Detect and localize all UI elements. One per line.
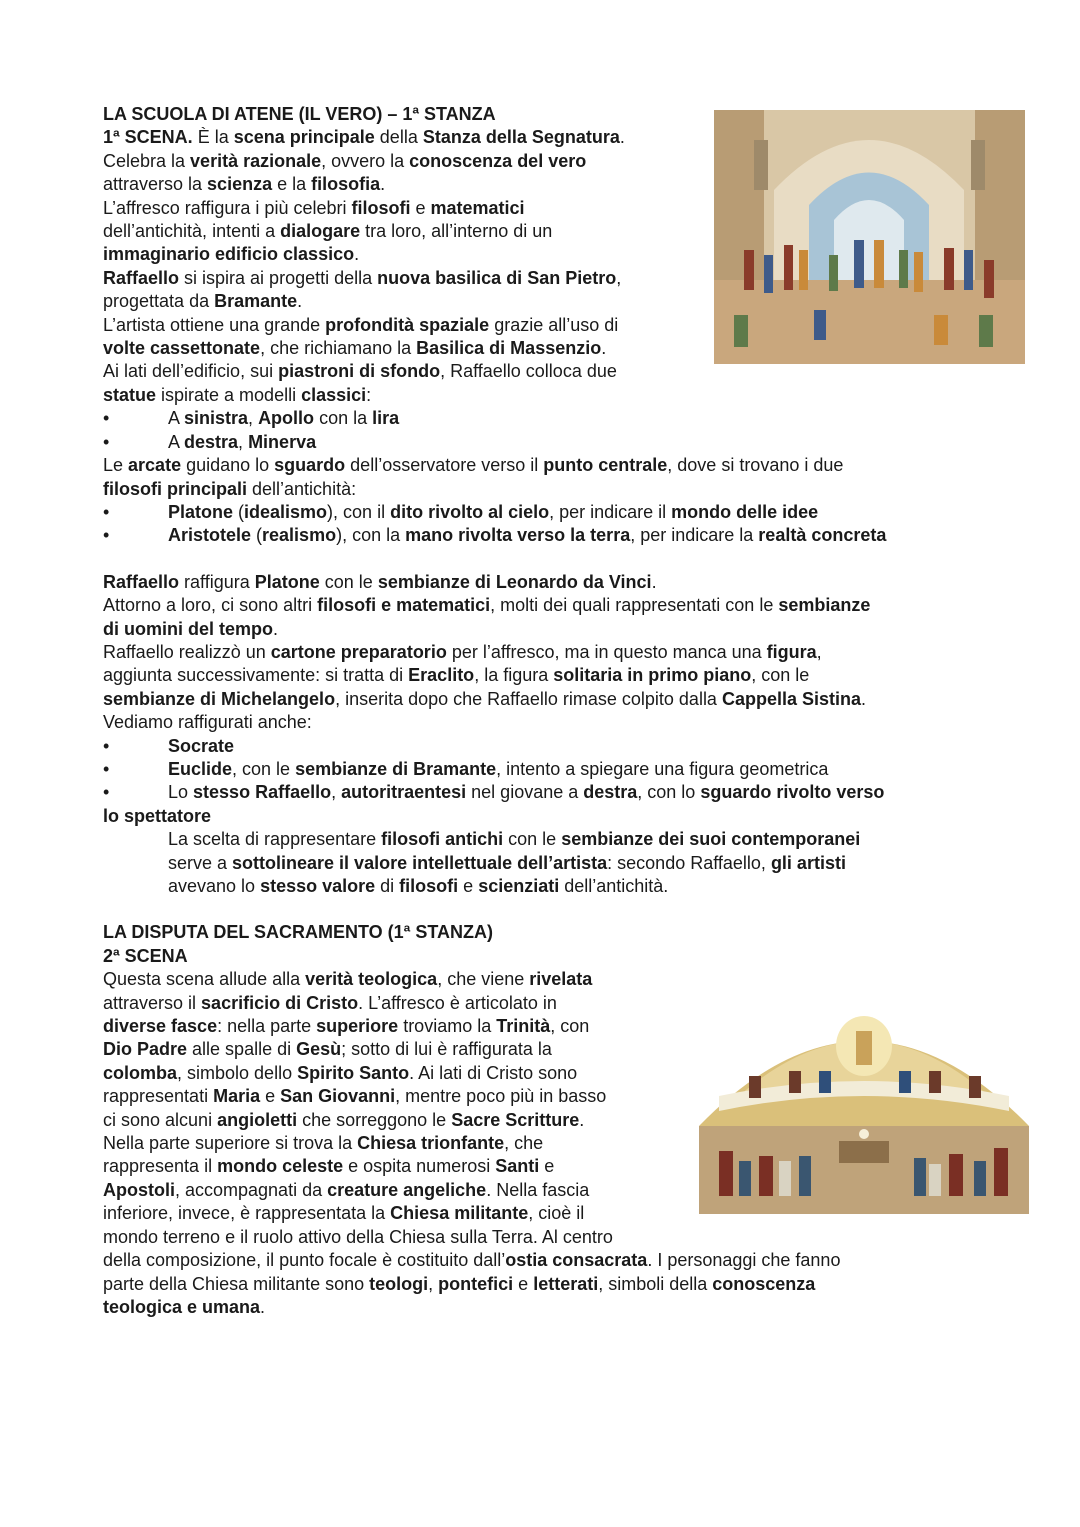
bold-text: Trinità: [496, 1016, 551, 1037]
list-item-text: [168, 524, 886, 547]
text-run: .: [651, 571, 657, 592]
text-run: , la figura: [474, 665, 554, 686]
text-line: [103, 150, 983, 173]
text-run: parte della Chiesa militante sono: [103, 1273, 370, 1294]
bold-text: filosofi: [399, 876, 459, 896]
bold-text: matematici: [430, 197, 525, 218]
bold-text: Euclide: [168, 758, 233, 779]
section2-title: LA DISPUTA DEL SACRAMENTO (1ª STANZA): [103, 922, 493, 943]
text-line: [103, 197, 983, 220]
text-run: e: [539, 1156, 555, 1177]
bold-text: sottolineare il valore intellettuale dell’artista: [232, 852, 608, 873]
text-run: Attorno a loro, ci sono altri: [103, 595, 318, 616]
text-run: L’artista ottiene una grande: [103, 314, 326, 335]
bold-text: verità razionale: [190, 150, 322, 171]
bold-text: punto centrale: [543, 455, 668, 476]
bold-text: teologica e umana: [103, 1296, 261, 1317]
bold-text: lo spettatore: [103, 805, 212, 826]
text-run: guidano lo: [181, 455, 275, 476]
text-run: Questa scena allude alla: [103, 969, 306, 990]
list-item: [103, 735, 983, 758]
text-run: .: [579, 1109, 585, 1130]
list-item: [103, 781, 983, 804]
text-run: rappresenta il: [103, 1156, 218, 1177]
bold-text: diverse fasce: [103, 1016, 218, 1037]
bold-text: 1ª SCENA.: [103, 127, 193, 148]
text-run: . Ai lati di Cristo sono: [409, 1062, 578, 1083]
bold-text: sembianze dei suoi contemporanei: [561, 829, 861, 850]
bold-text: dialogare: [280, 221, 361, 242]
text-run: dell’antichità.: [559, 876, 669, 896]
text-line: [103, 1085, 983, 1108]
bold-text: stesso valore: [260, 876, 376, 896]
text-run: attraverso la: [103, 174, 208, 195]
bold-text: statue: [103, 384, 157, 405]
text-run: , Raffaello colloca due: [440, 361, 617, 382]
text-run: . L’affresco è articolato in: [358, 992, 557, 1013]
figures-list: [103, 735, 983, 805]
bold-text: Gesù: [296, 1039, 342, 1060]
text-run: serve a: [168, 852, 233, 873]
text-line: [103, 126, 983, 149]
bold-text: di uomini del tempo: [103, 618, 273, 639]
bold-text: profondità spaziale: [325, 314, 490, 335]
text-run: e: [513, 1273, 534, 1294]
bold-text: filosofia: [311, 174, 381, 195]
text-run: .: [260, 1296, 266, 1317]
text-run: si ispira ai progetti della: [179, 267, 378, 288]
section2-paragraph: [103, 968, 983, 1319]
bold-text: pontefici: [438, 1273, 514, 1294]
text-run: : secondo Raffaello,: [607, 852, 771, 873]
text-run: Celebra la: [103, 150, 191, 171]
text-run: e: [260, 1086, 281, 1107]
bold-text: rivelata: [529, 969, 593, 990]
section2-subtitle: 2ª SCENA: [103, 945, 188, 966]
text-run: per l’affresco, ma in questo manca una: [446, 641, 767, 662]
document-page: [103, 103, 983, 1319]
list-item-text: [168, 781, 884, 804]
text-run: , con le: [232, 758, 296, 779]
text-line: [103, 711, 983, 734]
text-run: A: [168, 408, 185, 429]
bold-text: colomba: [103, 1062, 178, 1083]
text-run: tra loro, all’interno di un: [360, 221, 553, 242]
text-run: della composizione, il punto focale è costituito dall’: [103, 1250, 506, 1271]
bold-text: filosofi antichi: [381, 829, 504, 850]
text-line: [103, 314, 983, 337]
bold-text: sacrificio di Cristo: [201, 992, 359, 1013]
bold-text: scienza: [207, 174, 273, 195]
bold-text: Spirito Santo: [297, 1062, 410, 1083]
text-line: [103, 1132, 983, 1155]
text-line: [103, 1062, 983, 1085]
list-item: [103, 501, 983, 524]
bold-text: Minerva: [248, 431, 317, 452]
bold-text: Chiesa militante: [390, 1203, 529, 1224]
text-line: [103, 688, 983, 711]
text-run: mondo terreno e il ruolo attivo della Chiesa sulla Terra. Al centro: [103, 1226, 613, 1247]
bold-text: letterati: [533, 1273, 599, 1294]
text-run: che sorreggono le: [297, 1109, 452, 1130]
text-run: Raffaello realizzò un: [103, 641, 271, 662]
text-run: .: [619, 127, 625, 148]
text-run: della: [374, 127, 423, 148]
bold-text: Platone: [254, 571, 320, 592]
bold-text: mano rivolta verso la terra: [405, 525, 631, 546]
bold-text: mondo delle idee: [671, 501, 819, 522]
text-run: .: [297, 291, 303, 312]
bold-text: Platone: [168, 501, 234, 522]
text-run: È la: [192, 127, 234, 148]
text-line: [103, 1249, 983, 1272]
text-run: , per indicare la: [630, 525, 759, 546]
bold-text: immaginario edificio classico: [103, 244, 355, 265]
bold-text: realismo: [262, 525, 337, 546]
text-line: [103, 384, 983, 407]
bold-text: Eraclito: [408, 665, 475, 686]
text-run: (: [233, 501, 245, 522]
bold-text: filosofi e matematici: [317, 595, 491, 616]
text-run: dell’osservatore verso il: [345, 455, 544, 476]
text-run: .: [601, 338, 607, 359]
text-run: Lo: [168, 782, 194, 803]
bold-text: destra: [583, 782, 638, 803]
text-run: avevano lo: [168, 876, 261, 896]
text-run: , inserita dopo che Raffaello rimase colpito dalla: [335, 688, 722, 709]
text-run: . Nella fascia: [486, 1179, 590, 1200]
bold-text: sguardo rivolto verso: [700, 782, 885, 803]
bold-text: gli artisti: [770, 852, 846, 873]
text-run: , accompagnati da: [175, 1179, 328, 1200]
text-line: [103, 571, 983, 594]
bold-text: figura: [766, 641, 817, 662]
text-run: Nella parte superiore si trova la: [103, 1133, 358, 1154]
text-line: [103, 478, 983, 501]
bullet-marker: •: [103, 525, 110, 546]
bold-text: destra: [184, 431, 239, 452]
text-run: , molti dei quali rappresentati con le: [490, 595, 779, 616]
text-line: [103, 968, 983, 991]
text-line: [103, 852, 983, 875]
bold-text: dito rivolto al cielo: [390, 501, 550, 522]
text-run: A: [168, 431, 185, 452]
bold-text: solitaria in primo piano: [553, 665, 752, 686]
text-run: ,: [616, 267, 622, 288]
text-run: e: [410, 197, 431, 218]
text-run: , simboli della: [598, 1273, 713, 1294]
text-run: ci sono alcuni: [103, 1109, 218, 1130]
bold-text: Sacre Scritture: [451, 1109, 580, 1130]
text-run: , che: [504, 1133, 544, 1154]
text-run: Ai lati dell’edificio, sui: [103, 361, 279, 382]
list-item-text: [168, 407, 399, 430]
bold-text: Dio Padre: [103, 1039, 188, 1060]
text-line: [103, 220, 983, 243]
text-run: , cioè il: [528, 1203, 585, 1224]
text-run: progettata da: [103, 291, 215, 312]
bold-text: teologi: [369, 1273, 429, 1294]
bold-text: Apollo: [258, 408, 315, 429]
bold-text: Stanza della Segnatura: [422, 127, 620, 148]
text-line: [103, 664, 983, 687]
list-item: [103, 758, 983, 781]
text-line: [103, 243, 983, 266]
bold-text: Chiesa trionfante: [357, 1133, 505, 1154]
list-item: [103, 407, 983, 430]
bold-text: San Giovanni: [280, 1086, 396, 1107]
bold-text: Santi: [495, 1156, 540, 1177]
bold-text: scienziati: [478, 876, 560, 896]
bold-text: sinistra: [184, 408, 249, 429]
text-run: troviamo la: [398, 1016, 497, 1037]
text-line: [103, 1226, 983, 1249]
bullet-marker: •: [103, 758, 110, 779]
text-run: dell’antichità, intenti a: [103, 221, 281, 242]
text-run: inferiore, invece, è rappresentata la: [103, 1203, 391, 1224]
bold-text: nuova basilica di San Pietro: [377, 267, 617, 288]
text-run: , per indicare il: [549, 501, 672, 522]
bold-text: sembianze di Michelangelo: [103, 688, 336, 709]
text-run: con la: [314, 408, 373, 429]
bold-text: sguardo: [274, 455, 346, 476]
text-run: attraverso il: [103, 992, 202, 1013]
text-run: alle spalle di: [187, 1039, 297, 1060]
text-line: [103, 290, 983, 313]
text-line: [103, 618, 983, 641]
bold-text: cartone preparatorio: [270, 641, 447, 662]
text-run: .: [861, 688, 867, 709]
bold-text: Basilica di Massenzio: [416, 338, 602, 359]
list-item-text: [168, 501, 818, 524]
text-run: e ospita numerosi: [343, 1156, 496, 1177]
bold-text: autoritraentesi: [341, 782, 467, 803]
text-run: aggiunta successivamente: si tratta di: [103, 665, 409, 686]
text-run: di: [375, 876, 400, 896]
bold-text: filosofi principali: [103, 478, 248, 499]
bold-text: Aristotele: [168, 525, 252, 546]
text-run: :: [366, 384, 372, 405]
text-line: [103, 1109, 983, 1132]
bold-text: arcate: [128, 455, 182, 476]
text-run: La scelta di rappresentare: [168, 829, 382, 850]
bold-text: sembianze di Leonardo da Vinci: [377, 571, 652, 592]
text-line: [103, 1038, 983, 1061]
arches-paragraph: [103, 454, 983, 501]
section1-paragraph: [103, 126, 983, 407]
text-run: con le: [503, 829, 562, 850]
text-run: ,: [428, 1273, 439, 1294]
bold-text: scena principale: [233, 127, 375, 148]
list-item: [103, 431, 983, 454]
text-run: , con le: [751, 665, 810, 686]
text-run: Vediamo raffigurati anche:: [103, 712, 312, 733]
text-run: , che viene: [437, 969, 530, 990]
text-run: , con lo: [637, 782, 701, 803]
text-run: e: [458, 876, 479, 896]
text-run: L’affresco raffigura i più celebri: [103, 197, 352, 218]
text-run: , intento a spiegare una figura geometrica: [496, 758, 829, 779]
text-run: .: [380, 174, 386, 195]
bold-text: Maria: [213, 1086, 261, 1107]
bold-text: creature angeliche: [327, 1179, 487, 1200]
bold-text: Socrate: [168, 735, 235, 756]
bold-text: volte cassettonate: [103, 338, 261, 359]
text-run: , simbolo dello: [177, 1062, 298, 1083]
text-run: , mentre poco più in basso: [395, 1086, 607, 1107]
text-line: [103, 641, 983, 664]
bold-text: realtà concreta: [758, 525, 887, 546]
text-line: [103, 1273, 983, 1296]
text-run: ,: [331, 782, 342, 803]
bullet-marker: •: [103, 501, 110, 522]
text-line: [103, 594, 983, 617]
bold-text: Cappella Sistina: [721, 688, 861, 709]
text-run: nel giovane a: [466, 782, 584, 803]
text-run: ,: [248, 408, 259, 429]
text-run: ), con la: [336, 525, 406, 546]
list-continuation: [103, 805, 983, 828]
bold-text: verità teologica: [305, 969, 438, 990]
text-line: [103, 828, 983, 851]
bold-text: Raffaello: [103, 571, 180, 592]
text-run: , dove si trovano i due: [667, 455, 844, 476]
text-line: [103, 337, 983, 360]
text-line: [103, 1296, 983, 1319]
statue-list: [103, 407, 983, 454]
text-run: ispirate a modelli: [156, 384, 302, 405]
bullet-marker: •: [103, 408, 110, 429]
bold-text: superiore: [316, 1016, 399, 1037]
bold-text: classici: [301, 384, 367, 405]
text-run: , con: [550, 1016, 590, 1037]
bold-text: angioletti: [217, 1109, 298, 1130]
text-run: (: [251, 525, 263, 546]
list-item: [103, 524, 983, 547]
text-line: [103, 360, 983, 383]
likeness-paragraph: [103, 571, 983, 735]
bullet-marker: •: [103, 431, 110, 452]
bold-text: lira: [372, 408, 400, 429]
philosophers-list: [103, 501, 983, 548]
text-run: rappresentati: [103, 1086, 214, 1107]
text-line: [103, 1015, 983, 1038]
bullet-marker: •: [103, 782, 110, 803]
text-line: [103, 267, 983, 290]
text-line: [103, 875, 983, 898]
bold-text: idealismo: [244, 501, 328, 522]
list-item-text: [168, 735, 234, 758]
text-run: .: [354, 244, 360, 265]
bold-text: sembianze: [778, 595, 871, 616]
text-run: ,: [238, 431, 249, 452]
text-line: [103, 1155, 983, 1178]
text-line: [103, 805, 983, 828]
bold-text: conoscenza: [712, 1273, 816, 1294]
text-run: e la: [272, 174, 312, 195]
bold-text: stesso Raffaello: [193, 782, 332, 803]
list-item-text: [168, 431, 316, 454]
text-run: grazie all’uso di: [489, 314, 619, 335]
section1-title: LA SCUOLA DI ATENE (IL VERO) – 1ª STANZA: [103, 104, 496, 124]
bold-text: Bramante: [214, 291, 298, 312]
bold-text: Raffaello: [103, 267, 180, 288]
text-line: [103, 454, 983, 477]
bullet-marker: •: [103, 735, 110, 756]
text-run: dell’antichità:: [247, 478, 357, 499]
text-line: [103, 1202, 983, 1225]
bold-text: mondo celeste: [217, 1156, 344, 1177]
text-run: : nella parte: [217, 1016, 317, 1037]
text-run: .: [273, 618, 279, 639]
text-line: [103, 173, 983, 196]
text-run: ; sotto di lui è raffigurata la: [341, 1039, 552, 1060]
text-run: raffigura: [179, 571, 255, 592]
bold-text: piastroni di sfondo: [278, 361, 441, 382]
bold-text: conoscenza del vero: [409, 150, 587, 171]
bold-text: sembianze di Bramante: [295, 758, 497, 779]
text-run: ,: [816, 641, 822, 662]
text-line: [103, 992, 983, 1015]
text-run: con le: [319, 571, 378, 592]
indented-note: [103, 828, 983, 898]
text-run: Le: [103, 455, 129, 476]
text-run: ), con il: [327, 501, 391, 522]
bold-text: filosofi: [351, 197, 411, 218]
text-line: [103, 1179, 983, 1202]
bold-text: Apostoli: [103, 1179, 175, 1200]
list-item-text: [168, 758, 828, 781]
bold-text: ostia consacrata: [505, 1250, 648, 1271]
text-run: , ovvero la: [321, 150, 410, 171]
text-run: . I personaggi che fanno: [647, 1250, 841, 1271]
text-run: , che richiamano la: [260, 338, 417, 359]
